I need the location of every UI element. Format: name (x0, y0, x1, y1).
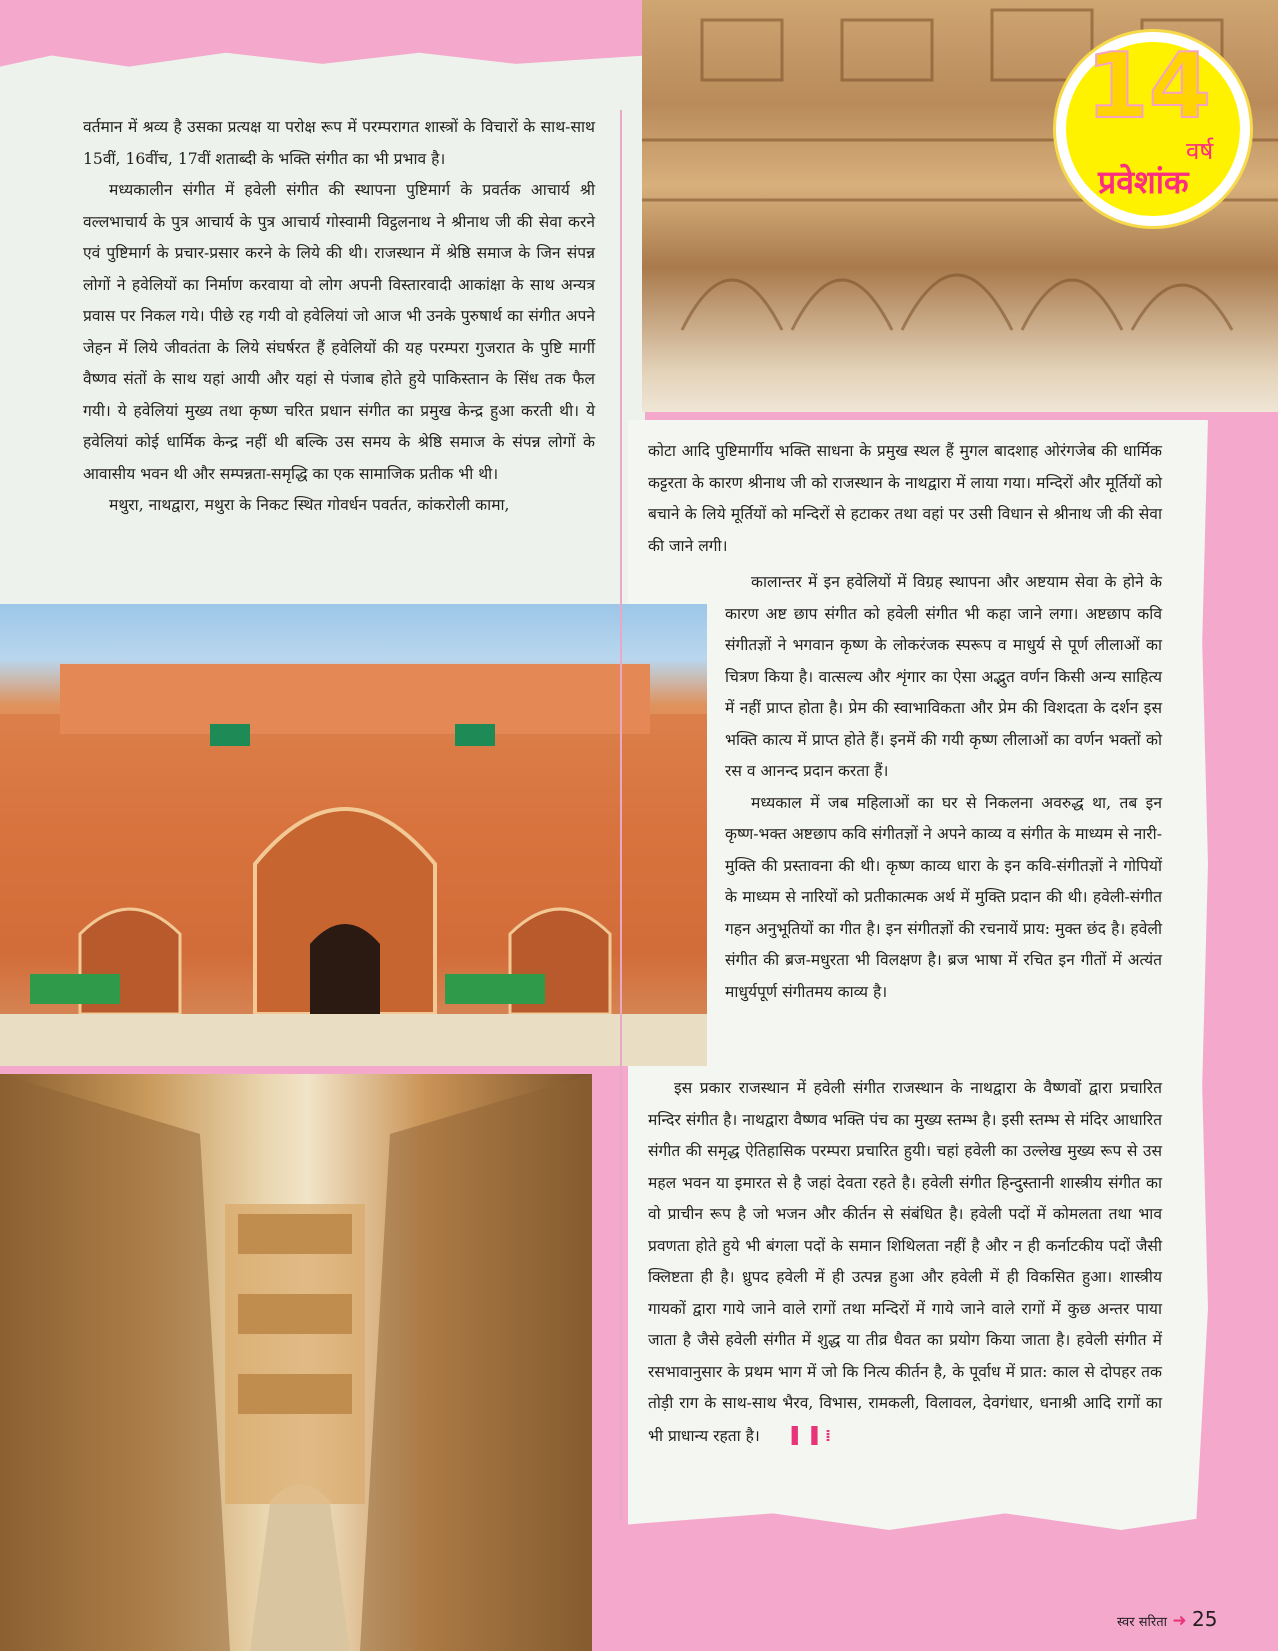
right-middle-paragraph-1: कालान्तर में इन हवेलियों में विग्रह स्थापना और अष्टयाम सेवा के होने के कारण अष्ट छाप संगीत को हवेली संगीत भी कहा जाने लगा। अष्टछाप कवि संगीतज्ञों ने भगवान कृष्ण के लोकरंजक स्परूप व माधुर्य से पूर्ण लीलाओं का चित्रण किया है। वात्सल्य और शृंगार का ऐसा अद्भुत वर्णन किसी अन्य साहित्य में नहीं प्राप्त होता है। प्रेम की स्वाभाविकता और प्रेम की विशदता के दर्शन इस भक्ति कात्य में प्राप्त होते हैं। इनमें की गयी कृष्ण लीलाओं का वर्णन भक्तों को रस व आनन्द प्रदान करता हैं। (725, 573, 1162, 780)
page-number: 25 (1192, 1607, 1218, 1631)
haveli-lane-illustration (0, 1074, 592, 1651)
right-middle-paragraph-2: मध्यकाल में जब महिलाओं का घर से निकलना अवरुद्ध था, तब इन कृष्ण-भक्त अष्टछाप कवि संगीतज्ञों ने अपने काव्य व संगीत के माध्यम से नारी-मुक्ति की प्रस्तावना की थी। कृष्ण काव्य धारा के इन कवि-संगीतज्ञों ने गोपियों के माध्यम से नारियों को प्रतीकात्मक अर्थ में मुक्ति प्रदान की थी। हवेली-संगीत गहन अनुभूतियों का गीत है। इन संगीतज्ञों की रचनायें प्राय: मुक्त छंद है। हवेली संगीत की ब्रज-मधुरता भी विलक्षण है। ब्रज भाषा में रचित इन गीतों में अत्यंत माधुर्यपूर्ण संगीतमय काव्य है। (725, 793, 1162, 1001)
left-paragraph-2: मध्यकालीन संगीत में हवेली संगीत की स्थापना पुष्टिमार्ग के प्रवर्तक आचार्य श्री वल्लभाचार्य के पुत्र आचार्य के पुत्र आचार्य गोस्वामी विट्ठलनाथ ने श्रीनाथ जी की सेवा करने एवं पुष्टिमार्ग के प्रचार-प्रसार करने के लिये की थी। राजस्थान में श्रेष्ठि समाज के जिन संपन्न लोगों ने हवेलियों का निर्माण करवाया वो लोग अपनी विस्तारवादी आकांक्षा के साथ अन्यत्र प्रवास पर निकल गये। पीछे रह गयी वो हवेलियां जो आज भी उनके पुरुषार्थ का संगीत अपने जेहन में लिये जीवतंता के लिये संघर्षरत हैं हवेलियों की यह परम्परा गुजरात के पुष्टि मार्गी वैष्णव संतों के साथ यहां आयी और यहां से पंजाब होते हुये पाकिस्तान के सिंध तक फैल गयी। ये हवेलियां मुख्य तथा कृष्ण चरित प्रधान संगीत का प्रमुख केन्द्र हुआ करती थी। ये हवेलियां कोई धार्मिक केन्द्र नहीं थी बल्कि उस समय के श्रेष्ठि समाज के संपन्न लोगों के आवासीय भवन थी और सम्पन्नता-समृद्धि का एक सामाजिक प्रतीक भी थी। (83, 181, 595, 483)
magazine-name: स्वर सरिता (1117, 1615, 1167, 1630)
right-bottom-paragraph (648, 1073, 1162, 1452)
pink-background-top (0, 0, 650, 60)
right-column-bottom (648, 1073, 1162, 1452)
right-column-top (648, 436, 1162, 562)
badge-number: 14 (1086, 34, 1212, 139)
left-column (83, 112, 595, 522)
left-paragraph-3: मथुरा, नाथद्वारा, मथुरा के निकट स्थित गोवर्धन पवर्तत, कांकरोली कामा, (109, 496, 510, 514)
amber-fort-gate-photo (0, 604, 707, 1066)
patwon-ki-haveli-lane-photo (0, 1074, 592, 1651)
anniversary-badge (1056, 32, 1250, 226)
page-footer (1117, 1607, 1218, 1631)
right-column-middle (725, 567, 1162, 1008)
right-bottom-text: इस प्रकार राजस्थान में हवेली संगीत राजस्थान के नाथद्वारा के वैष्णवों द्वारा प्रचारित मन्दिर संगीत है। नाथद्वारा वैष्णव भक्ति पंच का मुख्य स्तम्भ है। इसी स्तम्भ से मंदिर आधारित संगीत की समृद्ध ऐतिहासिक परम्परा प्रचारित हुयी। चहां हवेली का उल्लेख मुख्य रूप से उस महल भवन या इमारत से है जहां देवता रहते है। हवेली संगीत हिन्दुस्तानी शास्त्रीय संगीत का वो प्राचीन रूप है जो भजन और कीर्तन से संबंधित है। हवेली पदों में कोमलता तथा भाव प्रवणता होते हुये भी बंगला पदों के समान शिथिलता नहीं है और न ही कर्नाटकीय पदों जैसी क्लिष्टता ही है। ध्रुपद हवेली में ही उत्पन्न हुआ और हवेली में ही विकसित हुआ। शास्त्रीय गायकों द्वारा गाये जाने वाले रागों तथा मन्दिरों में गाये जाने वाले रागों में कुछ अन्तर पाया जाता है जैसे हवेली संगीत में शुद्ध या तीव्र धैवत का प्रयोग किया जाता है। हवेली संगीत में रसभावानुसार के प्रथम भाग में जो कि नित्य कीर्तन है, के पूर्वाध में प्रात: काल से दोपहर तक तोड़ी राग के साथ-साथ भैरव, विभास, रामकली, विलावल, देवगंधार, धनाश्री आदि रागों का भी प्राधान्य रहता है। (648, 1079, 1162, 1445)
badge-varsh-label: वर्ष (1186, 137, 1214, 165)
left-paragraph-1: वर्तमान में श्रव्य है उसका प्रत्यक्ष या परोक्ष रूप में परम्परागत शास्त्रों के विचारों के साथ-साथ 15वीं, 16वींच, 17वीं शताब्दी के भक्ति संगीत का भी प्रभाव है। (83, 118, 595, 168)
badge-pravesh-label: प्रवेशांक (1098, 163, 1189, 201)
end-of-article-icon: ▌▐ ⁞ (791, 1425, 833, 1445)
column-divider (620, 110, 622, 1520)
ganesh-pol-illustration (0, 604, 707, 1066)
right-top-paragraph: कोटा आदि पुष्टिमार्गीय भक्ति साधना के प्रमुख स्थल हैं मुगल बादशाह ओरंगजेब की धार्मिक कट्टरता के कारण श्रीनाथ जी को राजस्थान के नाथद्वारा में लाया गया। मन्दिरों और मूर्तियों को बचाने के लिये मूर्तियों को मन्दिरों से हटाकर तथा वहां पर उसी विधान से श्रीनाथ जी की सेवा की जाने लगी। (648, 442, 1162, 555)
arrow-right-icon: ➜ (1172, 1611, 1187, 1631)
